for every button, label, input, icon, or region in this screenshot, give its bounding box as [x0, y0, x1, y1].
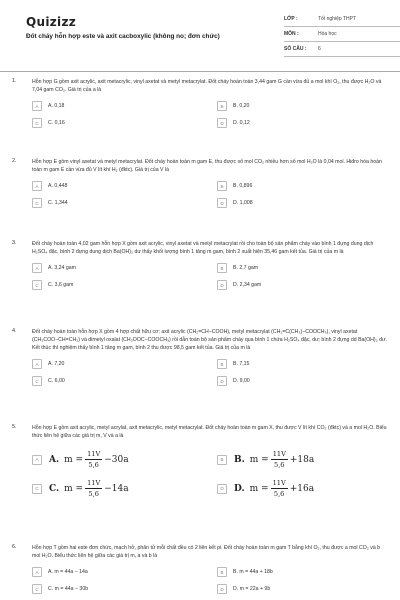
meta-value: Tốt nghiệp THPT — [318, 16, 356, 22]
answer-option-c[interactable] — [32, 118, 203, 128]
question-1 — [12, 78, 388, 158]
question-number: 2. — [12, 158, 17, 164]
formula-lhs: m = — [64, 454, 84, 465]
question-text: Hỗn hợp E gồm axit acrylic, metyl acrylat, axit metacrylic, metyl metacrylat. Đốt cháy hoàn toàn m gam X, thu được V lít khí CO₂ (đktc) và a mol H₂O. Biểu thức liên hệ giữa các giá trị m, V và a là — [32, 425, 387, 439]
option-letter-box: D — [217, 280, 227, 290]
answer-option-b[interactable] — [217, 359, 388, 369]
answer-text: A. 0,18 — [48, 103, 65, 109]
option-letter-box: C — [32, 280, 42, 290]
option-letter-box: A — [32, 263, 42, 273]
fraction — [271, 450, 288, 469]
question-number: 1. — [12, 78, 17, 84]
question-number: 3. — [12, 240, 17, 246]
question-4 — [12, 328, 388, 424]
fraction — [85, 450, 102, 469]
option-letter-box: D — [217, 584, 227, 594]
question-number: 4. — [12, 328, 17, 334]
answer-text: B. 0,896 — [233, 183, 253, 189]
option-letter-box: A — [32, 101, 42, 111]
answer-option-d[interactable] — [217, 280, 388, 290]
answer-option-c[interactable] — [32, 280, 203, 290]
answer-option-b[interactable] — [217, 263, 388, 273]
question-text: Đốt cháy hoàn toàn hỗn hợp X gồm 4 hợp chất hữu cơ: axit acrylic (CH₂=CH−COOH), metyl metacrylat (CH₂=C(CH₃)−COOCH₃), vinyl axetat (CH₃COO−CH=CH₂) và dimetyl oxalat (CH₃OOC−COOCH₃) rồi dẫn toàn bộ sản phẩm cháy qua bình 1 chứa H₂SO₄ đặc, dư; bình 2 đựng dd Ba(OH)₂ dư. Kết thúc thí nghiệm thấy bình 1 tăng m gam, bình 2 thu được 98,5 gam kết tủa. Giá trị của m là — [32, 329, 387, 351]
option-letter-box: C — [32, 584, 42, 594]
meta-key: MÔN : — [284, 31, 299, 37]
answer-option-d[interactable] — [217, 198, 388, 208]
answer-option-b[interactable] — [217, 450, 388, 469]
fraction-numerator: 11V — [272, 450, 286, 458]
quiz-title: Đốt cháy hỗn hợp este và axit cacboxylic (không no; đơn chức) — [26, 33, 220, 40]
formula-rest: +16a — [289, 483, 315, 494]
answer-option-a[interactable] — [32, 263, 203, 273]
meta-key: LỚP : — [284, 16, 298, 22]
answer-option-d[interactable] — [217, 479, 388, 498]
answer-text: B. m = 44a + 18b — [233, 569, 273, 575]
option-letter-box: C — [32, 376, 42, 386]
answer-text: B. 7,15 — [233, 361, 250, 367]
fraction-numerator: 11V — [87, 450, 101, 458]
option-letter-box: A — [32, 567, 42, 577]
quizizz-logo: Quizizz — [26, 15, 77, 29]
answer-options — [32, 359, 388, 386]
option-letter-box: B — [217, 101, 227, 111]
answer-options — [32, 263, 388, 290]
answer-text: A. 3,24 gam — [48, 265, 76, 271]
option-letter-box: B — [217, 455, 227, 465]
formula-rest: −30a — [104, 454, 129, 465]
question-2 — [12, 158, 388, 240]
answer-option-a[interactable] — [32, 359, 203, 369]
answer-options — [32, 567, 388, 594]
answer-text: B. 0,20 — [233, 103, 250, 109]
meta-key: SỐ CÂU : — [284, 46, 307, 52]
header-divider — [0, 71, 400, 72]
answer-text: C. 0,16 — [48, 120, 65, 126]
formula-lhs: m = — [249, 483, 269, 494]
meta-value: 6 — [318, 46, 321, 52]
question-3 — [12, 240, 388, 328]
formula — [234, 450, 314, 469]
formula-lhs: m = — [64, 483, 84, 494]
fraction-denominator: 5,6 — [88, 490, 99, 498]
answer-option-d[interactable] — [217, 376, 388, 386]
formula-label: A. — [49, 454, 60, 465]
fraction-denominator: 5,6 — [273, 490, 285, 498]
fraction — [271, 479, 288, 498]
answer-text: D. 0,12 — [233, 120, 250, 126]
question-text: Hỗn hợp T gồm hai este đơn chức, mạch hở, phân tử mỗi chất đều có 2 liên kết pi. Đốt cháy hoàn toàn m gam T bằng khí O₂, thu được a mol CO₂ và b mol H₂O. Biểu thức liên hệ giữa các giá trị m, a và b là — [32, 545, 381, 559]
option-letter-box: B — [217, 359, 227, 369]
answer-text: A. 7,20 — [48, 361, 65, 367]
formula-lhs: m = — [249, 454, 269, 465]
answer-option-d[interactable] — [217, 584, 388, 594]
answer-text: A. m = 44a − 14a — [48, 569, 88, 575]
answer-text: D. 1,008 — [233, 200, 253, 206]
question-text: Đốt cháy hoàn toàn 4,02 gam hỗn hợp X gồm axit acrylic, vinyl axetat và metyl metacrylat rồi cho toàn bộ sản phẩm cháy vào bình 1 đựng dung dịch H₂SO₄ đặc, bình 2 đựng dung dịch Ba(OH)₂ dư thấy khối lượng bình 1 tăng m gam, bình 2 xuất hiện 35,46 gam kết tủa. Giá trị của m là — [32, 241, 374, 255]
answer-option-d[interactable] — [217, 118, 388, 128]
formula-rest: +18a — [289, 454, 315, 465]
meta-value: Hóa học — [318, 31, 337, 37]
option-letter-box: D — [217, 376, 227, 386]
question-text: Hỗn hợp E gồm vinyl axetat và metyl metacrylat. Đốt cháy hoàn toàn m gam E, thu được số mol CO₂ nhiều hơn số mol H₂O là 0,04 mol. Hiđro hóa hoàn toàn m gam E cần vừa đủ V lít khí H₂ (đktc). Giá trị của V là — [32, 159, 382, 173]
answer-option-b[interactable] — [217, 567, 388, 577]
answer-option-a[interactable] — [32, 567, 203, 577]
formula — [234, 479, 314, 498]
fraction-denominator: 5,6 — [88, 461, 99, 469]
answer-text: C. 6,00 — [48, 378, 65, 384]
answer-text: C. m = 44a − 30b — [48, 586, 89, 592]
worksheet-header — [12, 0, 388, 64]
option-letter-box: C — [32, 198, 42, 208]
answer-option-c[interactable] — [32, 198, 203, 208]
meta-row-class — [284, 12, 400, 27]
answer-option-a[interactable] — [32, 181, 203, 191]
answer-text: D. 9,00 — [233, 378, 250, 384]
answer-text: C. 3,6 gam — [48, 282, 74, 288]
formula-rest: −14a — [104, 483, 129, 494]
option-letter-box: B — [217, 263, 227, 273]
answer-option-b[interactable] — [217, 101, 388, 111]
answer-option-c[interactable] — [32, 584, 203, 594]
formula-label: B. — [234, 454, 245, 465]
question-text: Hỗn hợp G gồm axit acrylic, axit metacrylic, vinyl axetat và metyl metacrylat. Đốt cháy hoàn toàn 3,44 gam G cần vừa đủ a mol khí O₂, thu được H₂O và 7,04 gam CO₂. Giá trị của a là — [32, 79, 382, 93]
answer-option-a[interactable] — [32, 101, 203, 111]
fraction-denominator: 5,6 — [274, 461, 285, 469]
option-letter-box: A — [32, 181, 42, 191]
meta-table — [284, 12, 400, 57]
option-letter-box: B — [217, 181, 227, 191]
answer-option-c[interactable] — [32, 376, 203, 386]
formula — [49, 450, 129, 469]
formula-label: D. — [234, 483, 245, 494]
answer-option-b[interactable] — [217, 181, 388, 191]
question-number: 6. — [12, 544, 17, 550]
answer-text: A. 0,448 — [48, 183, 68, 189]
answer-text: D. m = 22a + 9b — [233, 586, 271, 592]
answer-option-a[interactable] — [32, 450, 203, 469]
option-letter-box: D — [217, 198, 227, 208]
question-number: 5. — [12, 424, 17, 430]
fraction — [85, 479, 102, 498]
option-letter-box: C — [32, 118, 42, 128]
fraction-numerator: 11V — [87, 479, 101, 487]
option-letter-box: D — [217, 484, 227, 494]
option-letter-box: A — [32, 359, 42, 369]
answer-options — [32, 101, 388, 128]
answer-text: D. 2,34 gam — [233, 282, 262, 288]
option-letter-box: A — [32, 455, 42, 465]
answer-text: B. 2,7 gam — [233, 265, 259, 271]
fraction-numerator: 11V — [272, 479, 286, 487]
answer-options — [32, 450, 388, 498]
answer-options — [32, 181, 388, 208]
question-5 — [12, 424, 388, 544]
option-letter-box: B — [217, 567, 227, 577]
answer-option-c[interactable] — [32, 479, 203, 498]
formula — [49, 479, 129, 498]
meta-row-subject — [284, 27, 400, 42]
meta-row-question-count — [284, 42, 400, 57]
formula-label: C. — [49, 483, 60, 494]
option-letter-box: C — [32, 484, 42, 494]
question-6 — [12, 544, 388, 594]
question-list — [12, 78, 388, 594]
option-letter-box: D — [217, 118, 227, 128]
answer-text: C. 1,344 — [48, 200, 68, 206]
